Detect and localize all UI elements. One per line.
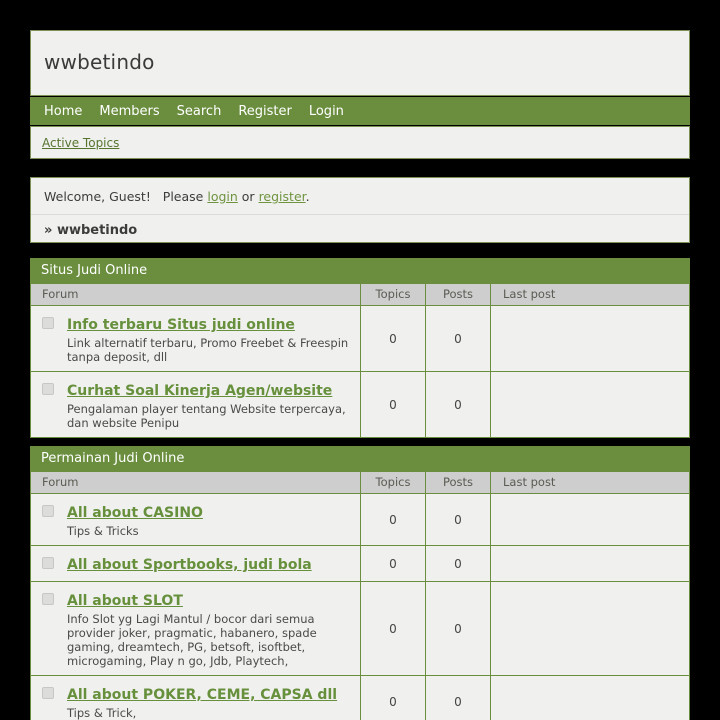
forum-row: [31, 581, 689, 675]
category-title: Situs Judi Online: [30, 258, 690, 284]
posts-count: 0: [426, 372, 491, 437]
last-post-cell: [491, 676, 689, 720]
topics-count: 0: [361, 372, 426, 437]
forum-status-icon: [42, 383, 54, 395]
category-situs-judi-online: [30, 258, 690, 438]
forum-status-icon: [42, 505, 54, 517]
welcome-message: [31, 178, 689, 204]
forum-cell: [31, 306, 361, 371]
last-post-cell: [491, 494, 689, 545]
topics-count: 0: [361, 676, 426, 720]
topics-count: 0: [361, 546, 426, 581]
category-permainan-judi-online: [30, 446, 690, 720]
last-post-cell: [491, 306, 689, 371]
posts-count: 0: [426, 676, 491, 720]
forum-status-icon: [42, 593, 54, 605]
welcome-box: [30, 177, 690, 243]
nav-item-register[interactable]: Register: [238, 103, 292, 119]
forum-row: [31, 545, 689, 581]
col-header-posts: Posts: [426, 472, 491, 493]
breadcrumb: [31, 215, 689, 238]
welcome-or: or: [241, 189, 255, 204]
breadcrumb-arrow: »: [44, 223, 53, 238]
site-title: wwbetindo: [44, 50, 155, 74]
last-post-cell: [491, 546, 689, 581]
forum-row: [31, 675, 689, 720]
welcome-greeting: Welcome, Guest!: [44, 189, 151, 204]
forum-row: [31, 493, 689, 545]
breadcrumb-label: wwbetindo: [56, 223, 138, 238]
table-header-row: [31, 472, 689, 493]
forum-cell: [31, 582, 361, 675]
forum-link[interactable]: Info terbaru Situs judi online: [67, 317, 295, 333]
forum-status-icon: [42, 317, 54, 329]
col-header-lastpost: Last post: [503, 287, 556, 301]
forum-row: [31, 371, 689, 437]
posts-count: 0: [426, 306, 491, 371]
sub-menu-bar: [30, 126, 690, 159]
site-header: [30, 30, 690, 96]
nav-item-search[interactable]: Search: [176, 103, 222, 119]
topics-count: 0: [361, 494, 426, 545]
col-header-posts: Posts: [426, 284, 491, 305]
col-header-lastpost: Last post: [503, 475, 556, 489]
forum-link[interactable]: Curhat Soal Kinerja Agen/website: [67, 383, 333, 399]
topics-count: 0: [361, 306, 426, 371]
col-header-topics: Topics: [361, 284, 426, 305]
login-link[interactable]: login: [207, 189, 238, 204]
last-post-cell: [491, 372, 689, 437]
posts-count: 0: [426, 494, 491, 545]
forum-cell: [31, 676, 361, 720]
posts-count: 0: [426, 582, 491, 675]
forum-link[interactable]: All about POKER, CEME, CAPSA dll: [67, 687, 338, 703]
welcome-period: .: [305, 189, 310, 204]
forum-cell: [31, 372, 361, 437]
forum-description: Info Slot yg Lagi Mantul / bocor dari semua provider joker, pragmatic, habanero, spade gaming, dreamtech, PG, betsoft, isoftbet, microgaming, Play n go, Jdb, Playtech,: [67, 612, 317, 668]
forum-row: [31, 305, 689, 371]
forum-table: [30, 284, 690, 438]
forum-link[interactable]: All about SLOT: [67, 593, 183, 609]
topics-count: 0: [361, 582, 426, 675]
table-header-row: [31, 284, 689, 305]
posts-count: 0: [426, 546, 491, 581]
nav-item-members[interactable]: Members: [99, 103, 160, 119]
nav-item-login[interactable]: Login: [308, 103, 344, 119]
main-nav: [30, 97, 690, 125]
welcome-please: Please: [162, 189, 204, 204]
forum-status-icon: [42, 687, 54, 699]
forum-status-icon: [42, 557, 54, 569]
forum-link[interactable]: All about Sportbooks, judi bola: [67, 557, 312, 573]
col-header-topics: Topics: [361, 472, 426, 493]
forum-description: Pengalaman player tentang Website terpercaya, dan website Penipu: [67, 402, 346, 430]
col-header-forum: Forum: [31, 472, 361, 493]
register-link[interactable]: register: [258, 189, 306, 204]
forum-description: Tips & Trick,: [67, 706, 137, 720]
col-header-forum: Forum: [31, 284, 361, 305]
active-topics-link[interactable]: Active Topics: [42, 135, 120, 150]
last-post-cell: [491, 582, 689, 675]
category-title: Permainan Judi Online: [30, 446, 690, 472]
forum-cell: [31, 494, 361, 545]
forum-description: Tips & Tricks: [67, 524, 139, 538]
forum-cell: [31, 546, 361, 581]
forum-link[interactable]: All about CASINO: [67, 505, 203, 521]
forum-description: Link alternatif terbaru, Promo Freebet & Freespin tanpa deposit, dll: [67, 336, 349, 364]
forum-table: [30, 472, 690, 720]
page-wrapper: [30, 30, 690, 720]
nav-item-home[interactable]: Home: [44, 103, 83, 119]
